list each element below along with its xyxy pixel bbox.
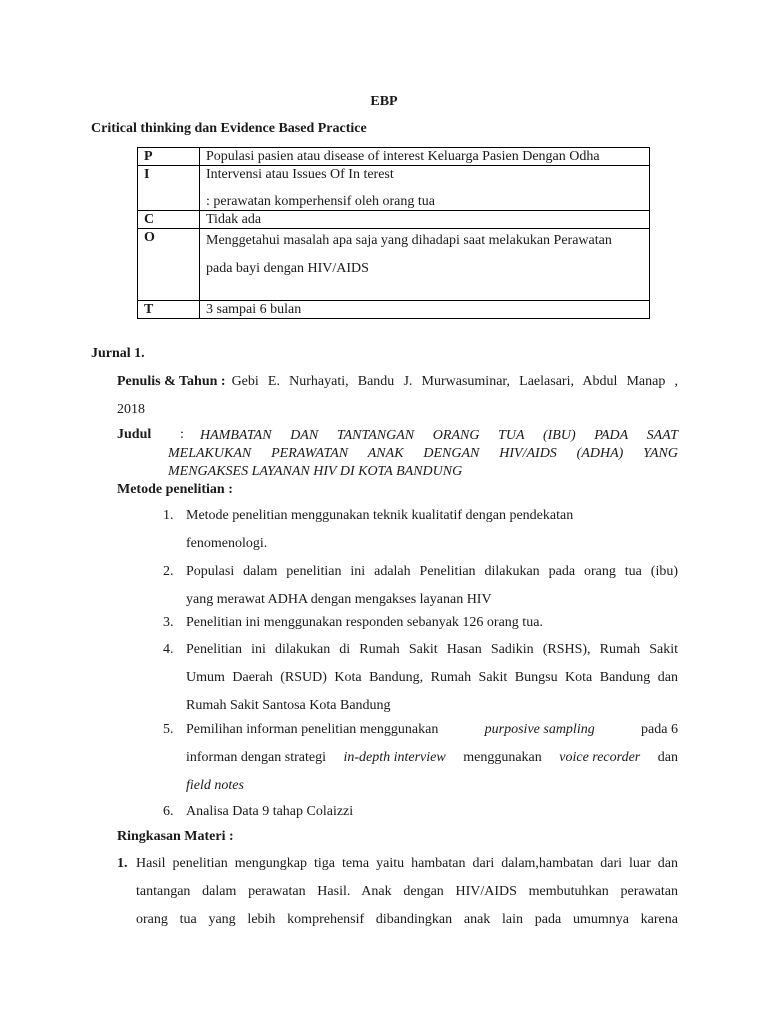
pico-table (137, 147, 650, 319)
document-page: EBP Critical thinking dan Evidence Based Practice P Populasi pasien atau disease of interest Keluarga Pasien Dengan Odha I Intervensi atau Issues Of In terest : perawatan komperhensif oleh orang tua C Tidak ada O Menggetahui masalah apa saja yang dihadapi saat melakukan Perawatan pada bayi dengan HIV/AIDS T 3 sampai 6 bulan Jurnal 1. Penulis & Tahun : Gebi E. Nurhayati, Bandu J. Murwasuminar, Laelasari, Abdul Manap , 2018 Judul : HAMBATAN DAN TANTANGAN ORANG TUA (IBU) PADA SAAT MELAKUKAN PERAWATAN ANAK DENGAN HIV/AIDS (ADHA) YANG MENGAKSES LAYANAN HIV DI KOTA BANDUNG Metode penelitian : 1. Metode penelitian menggunakan teknik kualitatif dengan pendekatan fenomenologi. 2. Populasi dalam penelitian ini adalah Penelitian dilakukan pada orang tua (ibu) yang merawat ADHA dengan mengakses layanan HIV 3. Penelitian ini menggunakan responden sebanyak 126 orang tua. 4. Penelitian ini dilakukan di Rumah Sakit Hasan Sadikin (RSHS), Rumah Sakit Umum Daerah (RSUD) Kota Bandung, Rumah Sakit Bungsu Kota Bandung dan Rumah Sakit Santosa Kota Bandung 5. Pemilihan informan penelitian menggunakan purposive sampling pada 6 informan dengan strategi in-depth interview menggunakan voice recorder dan field notes 6. Analisa Data 9 tahap Colaizzi Ringkasan Materi : 1. Hasil penelitian mengungkap tiga tema yaitu hambatan dari dalam,hambatan dari luar dan tantangan dalam perawatan Hasil. Anak dengan HIV/AIDS membutuhkan perawatan orang tua yang lebih komprehensif dibandingkan anak lain pada umumnya karena (0, 0, 768, 1024)
pico-key: I (138, 166, 200, 211)
penulis-value: Gebi E. Nurhayati, Bandu J. Murwasuminar, Laelasari, Abdul Manap , (231, 374, 678, 389)
document-subtitle: Critical thinking dan Evidence Based Practice (91, 121, 367, 136)
pico-key: P (138, 148, 200, 166)
judul-label: Judul (117, 427, 152, 442)
document-title: EBP (370, 94, 398, 109)
judul-text: HAMBATAN DAN TANTANGAN ORANG TUA (IBU) PADA SAAT MELAKUKAN PERAWATAN ANAK DENGAN HIV/AIDS (ADHA) YANG MENGAKSES LAYANAN HIV DI KOTA BANDUNG (168, 428, 678, 479)
pico-key: C (138, 211, 200, 229)
table-row (138, 166, 650, 211)
pico-value: Intervensi atau Issues Of In terest : perawatan komperhensif oleh orang tua (200, 166, 650, 211)
ringkasan-heading: Ringkasan Materi : (117, 829, 234, 844)
metode-heading: Metode penelitian : (117, 482, 233, 497)
table-row (138, 301, 650, 319)
pico-value: Populasi pasien atau disease of interest Keluarga Pasien Dengan Odha (200, 148, 650, 166)
penulis-label: Penulis & Tahun : (117, 374, 226, 389)
jurnal-heading: Jurnal 1. (91, 346, 145, 361)
pico-value: Tidak ada (200, 211, 650, 229)
pico-value: 3 sampai 6 bulan (200, 301, 650, 319)
pico-value: Menggetahui masalah apa saja yang dihadapi saat melakukan Perawatan pada bayi dengan HIV/AIDS (200, 229, 650, 301)
ringkasan-text: Hasil penelitian mengungkap tiga tema yaitu hambatan dari dalam,hambatan dari luar dan tantangan dalam perawatan Hasil. Anak dengan HIV/AIDS membutuhkan perawatan orang tua yang lebih komprehensif dibandingkan anak lain pada umumnya karena (136, 856, 678, 927)
pico-key: T (138, 301, 200, 319)
penulis-line (117, 374, 678, 390)
table-row (138, 148, 650, 166)
judul-colon: : (180, 427, 184, 442)
ringkasan-num: 1. (117, 856, 128, 871)
table-row (138, 211, 650, 229)
pico-key: O (138, 229, 200, 301)
penulis-year: 2018 (117, 402, 145, 417)
table-row (138, 229, 650, 301)
